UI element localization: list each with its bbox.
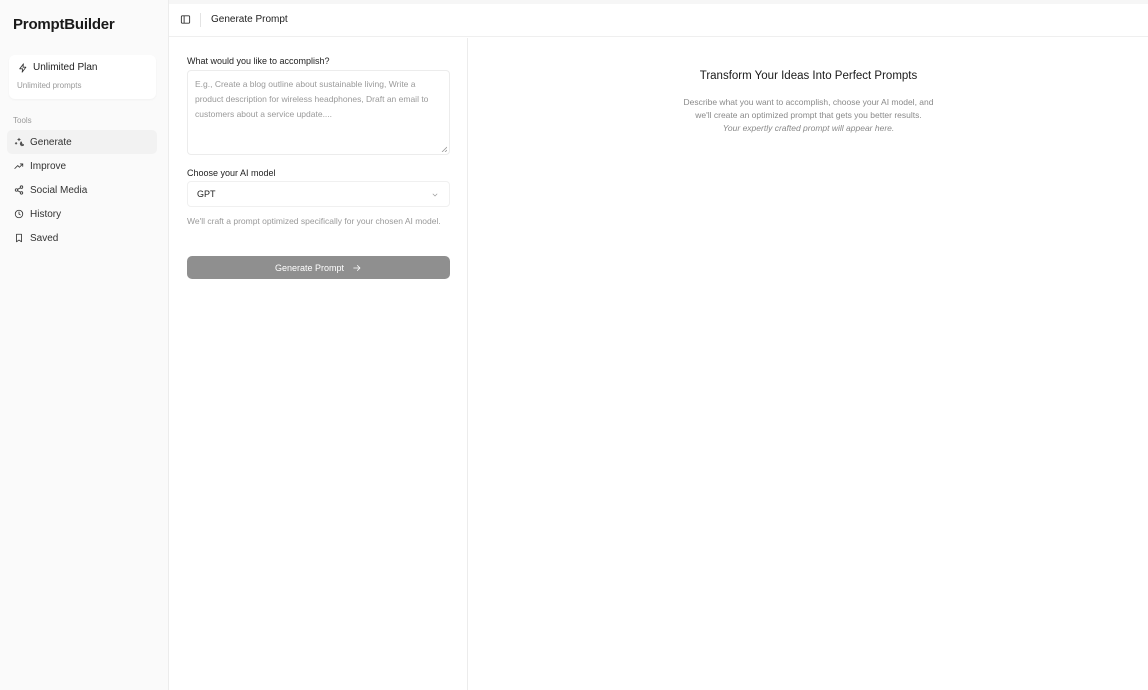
topbar-divider xyxy=(200,13,201,27)
chevron-down-icon xyxy=(431,191,439,199)
sparkles-icon xyxy=(14,137,24,147)
plan-card[interactable] xyxy=(9,55,156,99)
sidebar-item-label: Social Media xyxy=(30,184,88,196)
goal-textarea[interactable] xyxy=(187,70,450,155)
prompt-preview-panel xyxy=(469,38,1148,690)
sidebar-item-label: Saved xyxy=(30,232,59,244)
generate-prompt-button[interactable] xyxy=(187,256,450,279)
sidebar-item-saved[interactable] xyxy=(7,226,157,250)
preview-empty-state: Your expertly crafted prompt will appear here. xyxy=(722,123,895,133)
arrow-right-icon xyxy=(352,263,362,273)
bookmark-icon xyxy=(14,233,24,243)
brand-logo[interactable]: PromptBuilder xyxy=(13,16,115,33)
sidebar-item-history[interactable] xyxy=(7,202,157,226)
preview-description xyxy=(469,96,1148,135)
model-select-value: GPT xyxy=(197,189,216,199)
model-label: Choose your AI model xyxy=(187,168,276,178)
sidebar-nav xyxy=(7,130,157,250)
share-icon xyxy=(14,185,24,195)
sidebar-item-generate[interactable] xyxy=(7,130,157,154)
preview-description-line: Describe what you want to accomplish, choose your AI model, and xyxy=(683,97,934,107)
resize-handle-icon[interactable] xyxy=(441,146,447,152)
preview-title: Transform Your Ideas Into Perfect Prompts xyxy=(699,70,918,82)
goal-textarea-placeholder: E.g., Create a blog outline about sustainable living, Write a product description for wireless headphones, Draft an email to customers about a service update.... xyxy=(195,79,429,119)
prompt-form-panel xyxy=(169,38,468,690)
plan-title: Unlimited Plan xyxy=(33,62,98,73)
model-select[interactable] xyxy=(187,181,450,207)
sidebar xyxy=(0,0,169,690)
topbar xyxy=(169,0,1148,37)
trending-up-icon xyxy=(14,161,24,171)
generate-prompt-button-label: Generate Prompt xyxy=(274,262,345,273)
sidebar-item-label: History xyxy=(30,208,62,220)
plan-subtitle: Unlimited prompts xyxy=(17,81,82,90)
goal-label: What would you like to accomplish? xyxy=(187,56,330,66)
sidebar-item-label: Improve xyxy=(30,160,67,172)
tools-section-label: Tools xyxy=(13,116,32,125)
sidebar-item-improve[interactable] xyxy=(7,154,157,178)
main-area xyxy=(169,0,1148,690)
lightning-icon xyxy=(18,63,28,73)
sidebar-item-social-media[interactable] xyxy=(7,178,157,202)
sidebar-item-label: Generate xyxy=(30,136,72,148)
preview-description-line: we'll create an optimized prompt that gets you better results. xyxy=(695,110,922,120)
plan-title-row xyxy=(18,62,97,73)
sidebar-toggle-icon[interactable] xyxy=(180,14,191,25)
clock-icon xyxy=(14,209,24,219)
topbar-top-strip xyxy=(169,0,1148,4)
model-helper-text: We'll craft a prompt optimized specifically for your chosen AI model. xyxy=(187,216,441,226)
page-title: Generate Prompt xyxy=(211,14,288,25)
